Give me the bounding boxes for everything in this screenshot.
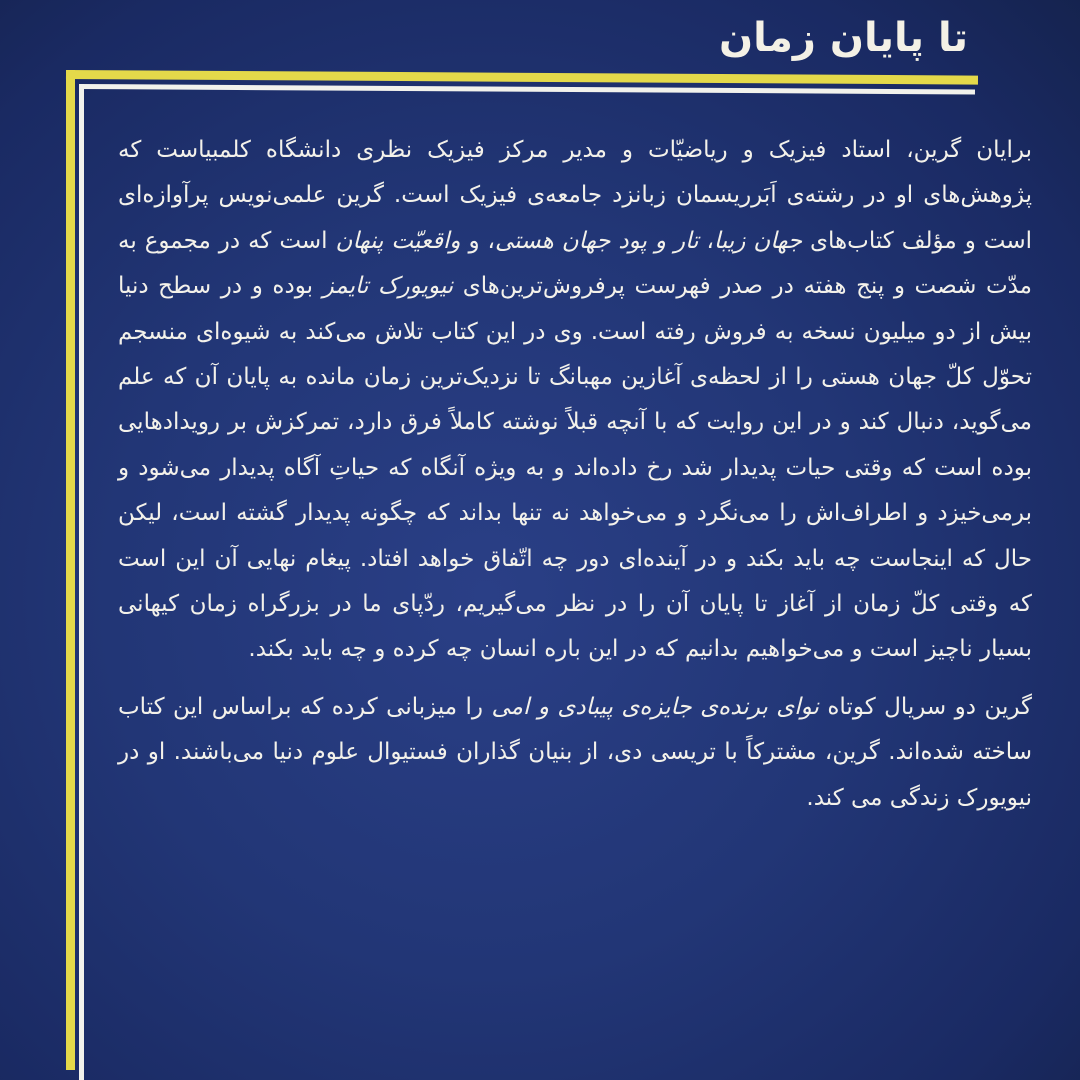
text-segment: برایان گرین، استاد فیزیک و ریاضیّات و مدیر مرکز فیزیک نظری دانشگاه کلمبیاست که پژوهش‌های او در رشته‌ی اَبَرریسمان زبانزد جامعه‌ی فیزیک است. گرین علمی‌نویس پرآوازه‌ای است و مؤلف کتاب‌های <box>118 137 1033 254</box>
newspaper-name-italic: نیویورک تایمز <box>322 273 454 300</box>
book-title: تا پایان زمان <box>718 15 968 61</box>
text-segment: است که در مجموع به مدّت شصت و پنج هفته در صدر فهرست پرفروش‌ترین‌های <box>118 227 1032 300</box>
book-description <box>118 128 1032 821</box>
text-segment: گرین دو سریال کوتاه <box>818 693 1032 720</box>
description-paragraph-1 <box>118 128 1032 673</box>
frame-yellow-line-left <box>66 70 75 1070</box>
text-segment: ، <box>698 227 714 254</box>
frame-white-line-top <box>79 84 975 94</box>
text-segment: بوده و در سطح دنیا بیش از دو میلیون نسخه به فروش رفته است. وی در این کتاب تلاش می‌کند به شیوه‌ای منسجم تحوّل کلّ جهان هستی را از لحظه‌ی آغازین مهبانگ تا نزدیک‌ترین زمان مانده به پایان آن که علم می‌گوید، دنبال کند و در این روایت که با آنچه قبلاً نوشته کاملاً فرق دارد، تمرکزش بر رویدادهایی بوده است که وقتی حیات پدیدار شد رخ داده‌اند و به ویژه آنگاه که حیاتِ آگاه پدیدار می‌شود و برمی‌خیزد و اطراف‌اش را می‌نگرد و می‌خواهد نه تنها بداند که چگونه پدیدار گشته است، لیکن حال که اینجاست چه باید بکند و در آینده‌ای دور چه اتّفاق خواهد افتاد. پیغام نهایی آن این است که وقتی کلّ زمان از آغاز تا پایان آن را در نظر می‌گیریم، ردّپای ما در بزرگراه زمان کیهانی بسیار ناچیز است و می‌خواهیم بدانیم که در این باره انسان چه کرده و چه باید بکند. <box>118 273 1032 663</box>
frame-yellow-line-top <box>66 70 978 85</box>
description-paragraph-2 <box>118 685 1032 821</box>
book-title-italic: واقعیّت پنهان <box>335 227 461 254</box>
text-segment: ، و <box>460 227 495 254</box>
frame-white-line-left <box>79 84 84 1080</box>
book-title-italic: تار و پود جهان هستی <box>494 227 699 254</box>
series-name-italic: نوای برنده‌ی جایزه‌ی پیبادی و امی <box>491 693 819 720</box>
book-title-italic: جهان زیبا <box>713 227 803 254</box>
text-segment: را میزبانی کرده که براساس این کتاب ساخته شده‌اند. گرین، مشترکاً با تریسی دی، از بنیان گذاران فستیوال علوم دنیا می‌باشند. او در نیویورک زندگی می کند. <box>118 693 1032 811</box>
